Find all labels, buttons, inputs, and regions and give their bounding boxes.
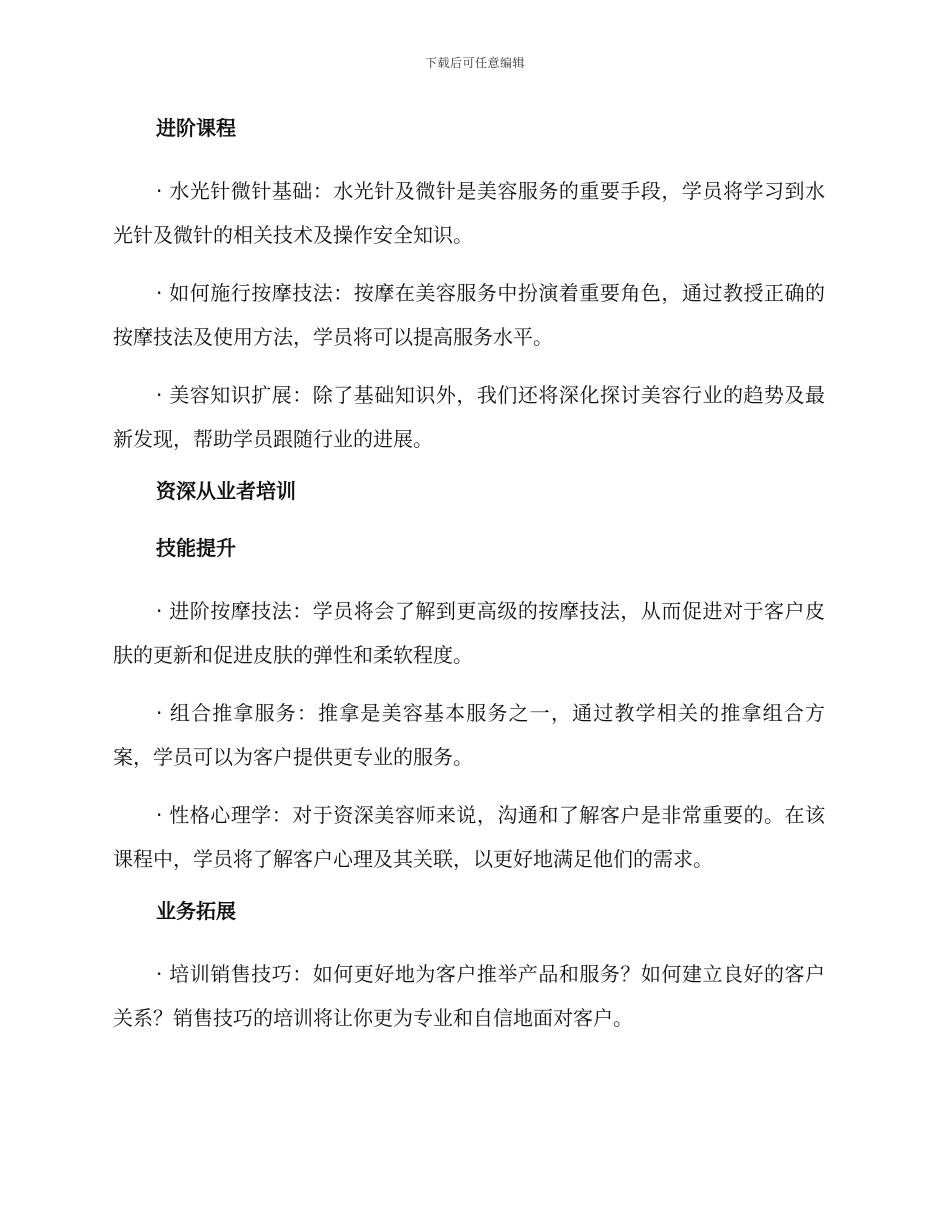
paragraph-microneedle-basics: · 水光针微针基础：水光针及微针是美容服务的重要手段，学员将学习到水光针及微针的相关技术及操作安全知识。 [113,179,825,247]
paragraph-sales-skills: · 培训销售技巧：如何更好地为客户推举产品和服务？如何建立良好的客户关系？销售技巧的培训将让你更为专业和自信地面对客户。 [113,962,825,1030]
document-body [113,112,825,1054]
paragraph-combined-tuina: · 组合推拿服务：推拿是美容基本服务之一，通过教学相关的推拿组合方案，学员可以为客户提供更专业的服务。 [113,701,825,769]
section-heading-advanced-courses: 进阶课程 [156,116,236,140]
paragraph-personality-psychology: · 性格心理学：对于资深美容师来说，沟通和了解客户是非常重要的。在该课程中，学员将了解客户心理及其关联，以更好地满足他们的需求。 [113,803,825,871]
section-heading-business-expansion: 业务拓展 [156,899,236,923]
section-heading-skill-upgrade: 技能提升 [156,536,236,560]
paragraph-massage-techniques: · 如何施行按摩技法：按摩在美容服务中扮演着重要角色，通过教授正确的按摩技法及使用方法，学员将可以提高服务水平。 [113,281,825,349]
section-heading-senior-training: 资深从业者培训 [156,479,296,503]
paragraph-advanced-massage: · 进阶按摩技法：学员将会了解到更高级的按摩技法，从而促进对于客户皮肤的更新和促进皮肤的弹性和柔软程度。 [113,599,825,667]
header-note: 下载后可任意编辑 [424,56,525,70]
paragraph-beauty-knowledge: · 美容知识扩展：除了基础知识外，我们还将深化探讨美容行业的趋势及最新发现，帮助学员跟随行业的进展。 [113,383,825,451]
